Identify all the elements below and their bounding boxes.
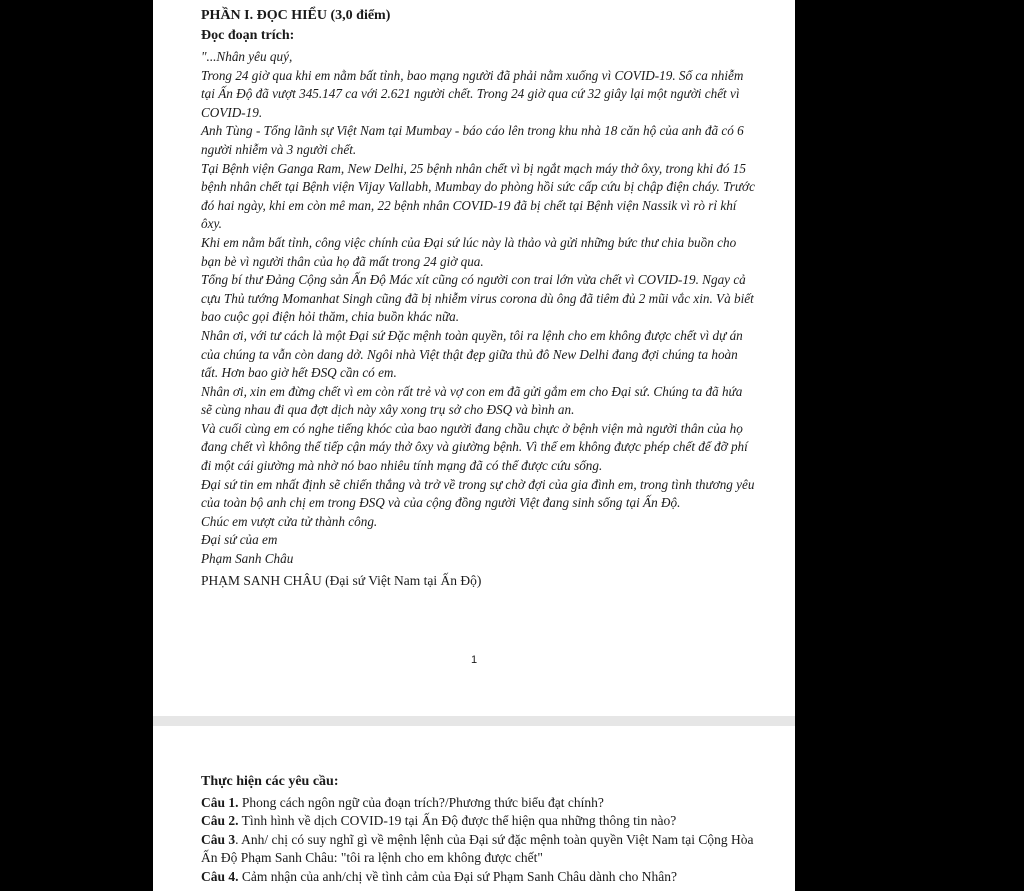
question-text: . Anh/ chị có suy nghĩ gì về mệnh lệnh của Đại sứ đặc mệnh toàn quyền Việt Nam tại Cộng Hòa Ấn Độ Phạm Sanh Châu: "tôi ra lệnh cho em không được chết": [201, 831, 754, 866]
passage-paragraph: Khi em nằm bất tỉnh, công việc chính của Đại sứ lúc này là thảo và gửi những bức thư chia buồn cho bạn bè vì người thân của họ đã mất trong 24 giờ qua.: [201, 234, 737, 269]
question-item: [201, 831, 755, 868]
page-separator: [153, 716, 795, 726]
passage-heading: Đọc đoạn trích:: [201, 28, 295, 43]
question-text: Tình hình về dịch COVID-19 tại Ấn Độ được thể hiện qua những thông tin nào?: [238, 813, 677, 829]
question-item: [201, 812, 755, 830]
question-text: Cảm nhận của anh/chị về tình cảm của Đại sứ Phạm Sanh Châu dành cho Nhân?: [238, 868, 677, 884]
section-title: PHẦN I. ĐỌC HIỂU (3,0 điểm): [201, 8, 391, 23]
passage-paragraph: Chúc em vượt cửa tử thành công.: [201, 513, 378, 529]
signature-line: PHẠM SANH CHÂU (Đại sứ Việt Nam tại Ấn Độ): [201, 572, 482, 588]
question-text: Phong cách ngôn ngữ của đoạn trích?/Phương thức biểu đạt chính?: [238, 795, 604, 810]
passage-paragraph: Trong 24 giờ qua khi em nằm bất tỉnh, bao mạng người đã phải nằm xuống vì COVID-19. Số ca nhiễm tại Ấn Độ đã vượt 345.147 ca với 2.621 người chết. Trong 24 giờ qua cứ 32 giây lại một người chết vì COVID-19.: [201, 67, 744, 120]
page-2-content: [201, 772, 755, 886]
question-label: Câu 4.: [201, 868, 239, 884]
question-label: Câu 1.: [201, 795, 239, 810]
page-number: 1: [470, 654, 478, 666]
passage-paragraph: Phạm Sanh Châu: [201, 551, 294, 567]
passage-paragraph: Đại sứ tin em nhất định sẽ chiến thắng và trở về trong sự chờ đợi của gia đình em, trong tình thương yêu của toàn bộ anh chị em trong ĐSQ và của cộng đồng người Việt đang sinh sống tại Ấn Độ.: [201, 476, 755, 511]
passage-paragraph: Và cuối cùng em có nghe tiếng khóc của bao người đang chầu chực ở bệnh viện mà người thân của họ đang chết vì không thể tiếp cận máy thở ôxy và giường bệnh. Vì thế em không được phép chết để đỡ phí đi một cái giường mà nhờ nó bao nhiêu tính mạng đã có thể được cứu sống.: [201, 420, 748, 474]
document-page-1: [153, 0, 795, 716]
question-item: [201, 794, 755, 812]
passage-paragraph: Tổng bí thư Đảng Cộng sản Ấn Độ Mác xít cũng có người con trai lớn vừa chết vì COVID-19. Ngay cả cựu Thủ tướng Momanhat Singh cũng đã bị nhiễm virus corona dù ông đã tiêm đủ 2 mũi vắc xin. Và biết bao cuộc gọi điện hỏi thăm, chia buồn khác nữa.: [201, 272, 754, 325]
question-label: Câu 2.: [201, 813, 239, 829]
passage-paragraph: Nhân ơi, xin em đừng chết vì em còn rất trẻ và vợ con em đã gửi gắm em cho Đại sứ. Chúng ta đã hứa sẽ cùng nhau đi qua đợt dịch này xây xong trụ sở cho ĐSQ và bình an.: [201, 383, 743, 418]
passage-paragraph: Đại sứ của em: [201, 532, 278, 548]
passage-paragraph: Nhân ơi, với tư cách là một Đại sứ Đặc mệnh toàn quyền, tôi ra lệnh cho em không được chết vì dự án của chúng ta vẫn còn dang dở. Ngôi nhà Việt thật đẹp giữa thủ đô New Delhi đang đợi chúng ta hoàn tất. Hơn bao giờ hết ĐSQ cần có em.: [201, 327, 743, 381]
passage-paragraph: Anh Tùng - Tổng lãnh sự Việt Nam tại Mumbay - báo cáo lên trong khu nhà 18 căn hộ của anh đã có 6 người nhiễm và 3 người chết.: [201, 123, 744, 157]
page-1-content: [201, 6, 755, 591]
requirements-heading: Thực hiện các yêu cầu:: [201, 774, 339, 789]
passage-paragraph: "...Nhân yêu quý,: [201, 49, 293, 64]
passage-paragraph: Tại Bệnh viện Ganga Ram, New Delhi, 25 bệnh nhân chết vì bị ngắt mạch máy thở ôxy, trong khi đó 15 bệnh nhân chết tại Bệnh viện Vijay Vallabh, Mumbay do phòng hồi sức cấp cứu bị chập điện cháy. Trước đó hai ngày, khi em còn mê man, 22 bệnh nhân COVID-19 đã bị chết tại Bệnh viện Nassik vì rò rỉ khí ôxy.: [201, 160, 755, 232]
document-page-2: [153, 726, 795, 891]
question-item: [201, 868, 755, 886]
question-label: Câu 3: [201, 831, 236, 847]
